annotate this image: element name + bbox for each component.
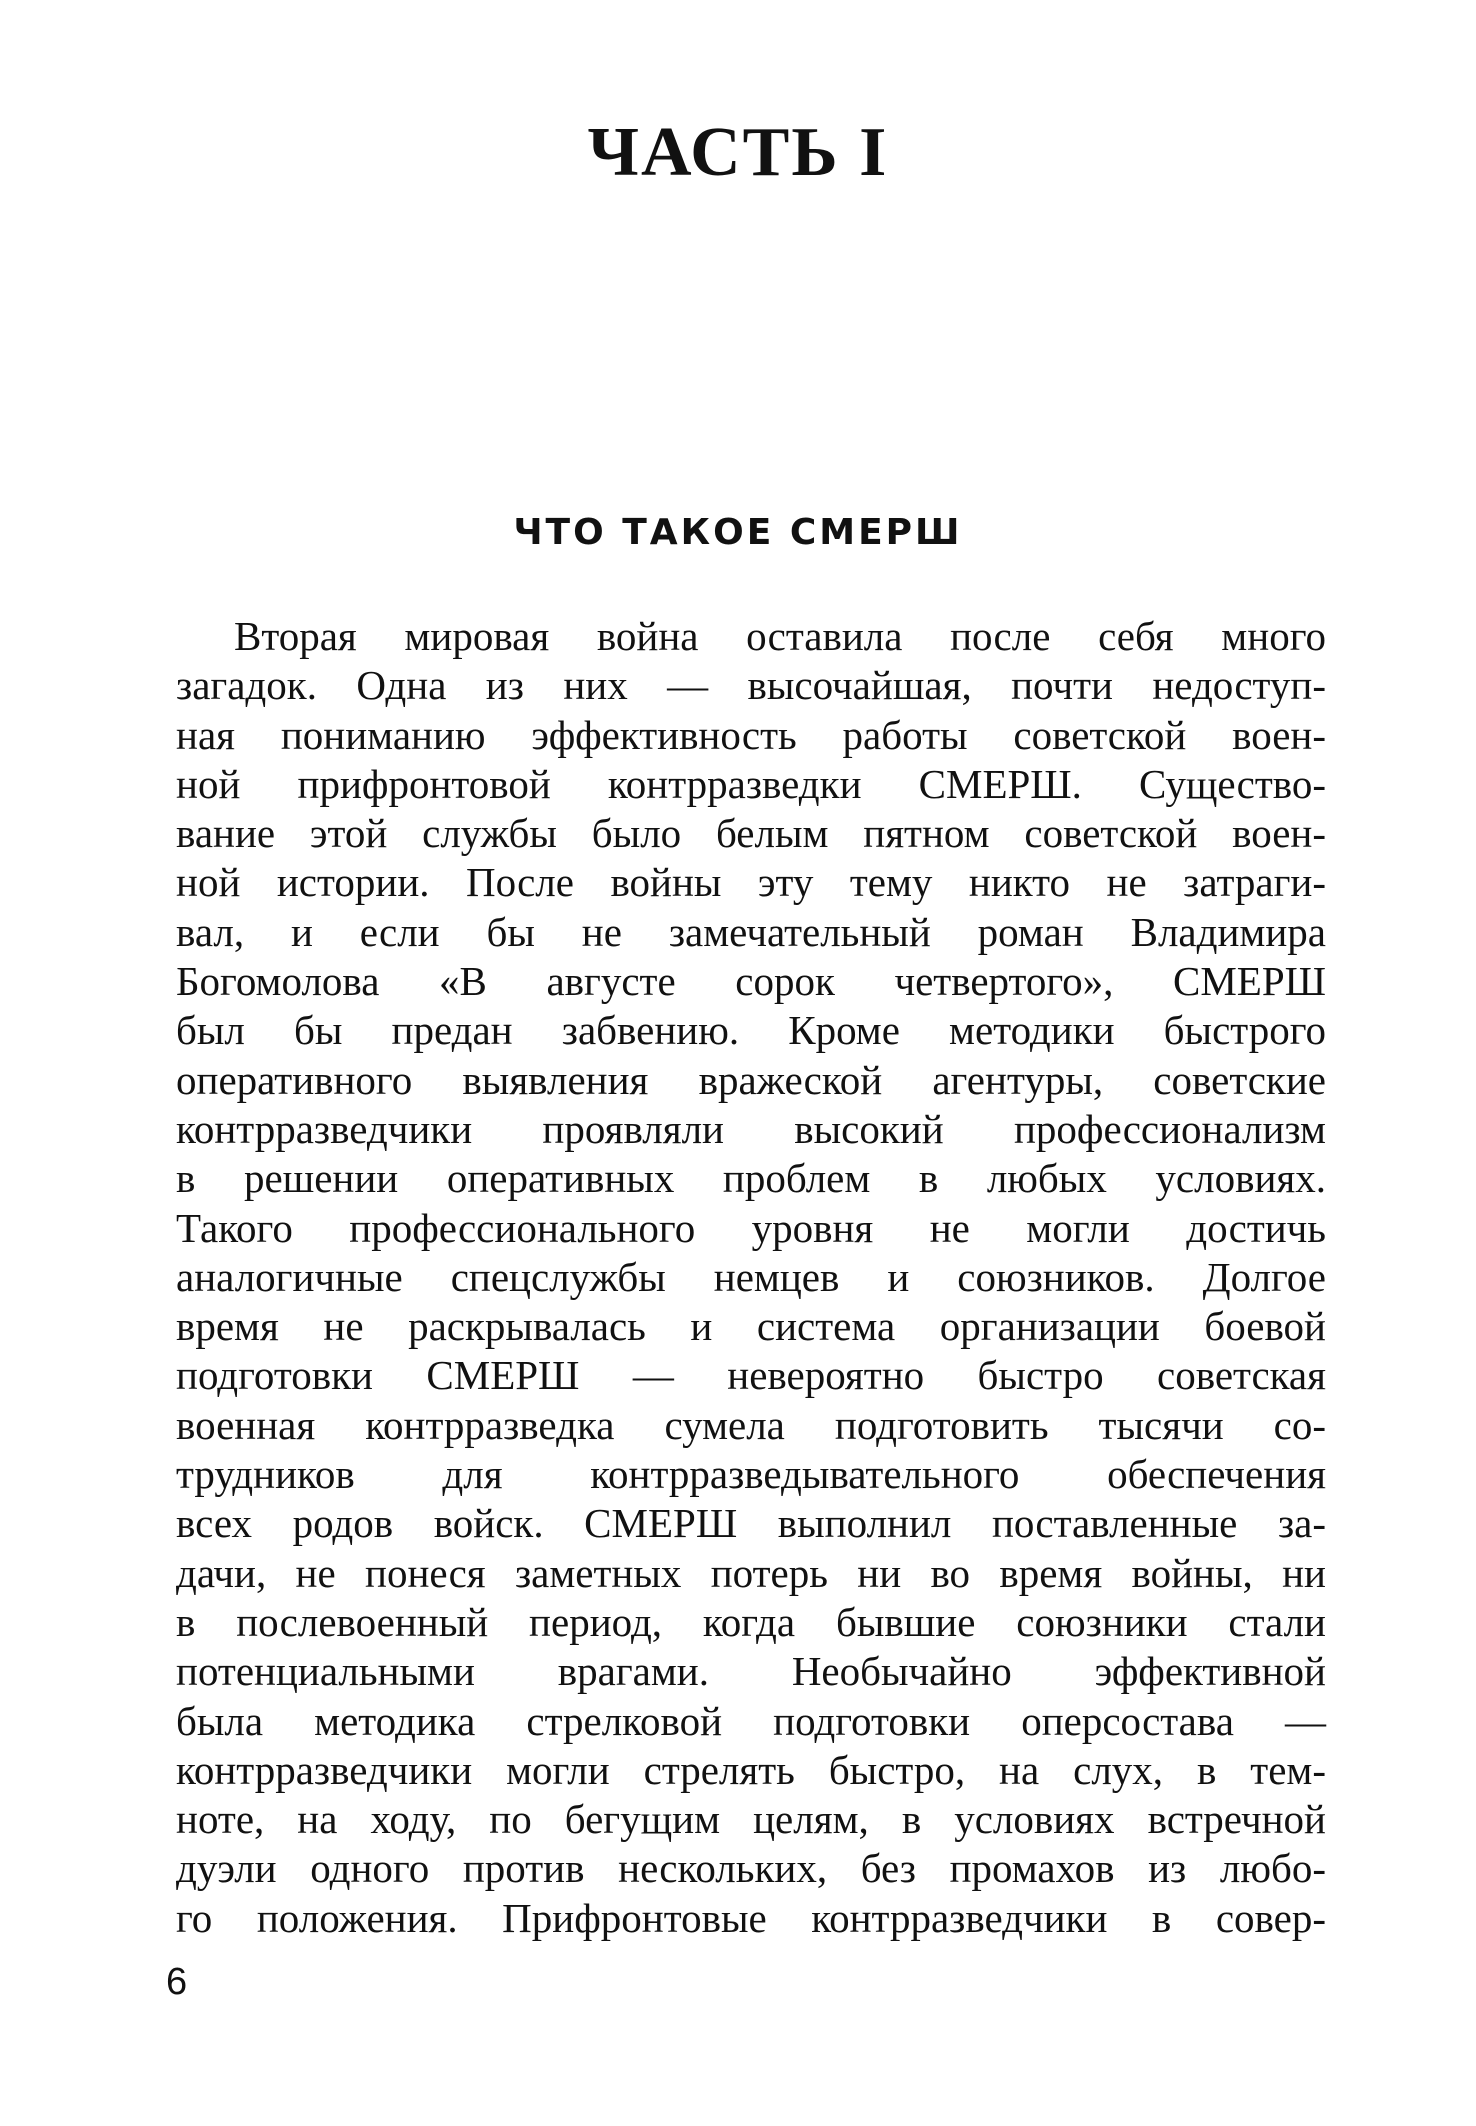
text-line: ной прифронтовой контрразведки СМЕРШ. Существо- xyxy=(176,760,1326,807)
text-line: всех родов войск. СМЕРШ выполнил поставленные за- xyxy=(176,1500,1326,1547)
text-line: контрразведчики проявляли высокий профессионализм xyxy=(176,1105,1326,1152)
text-line: дуэли одного против нескольких, без промахов из любо- xyxy=(176,1845,1326,1892)
text-line: в решении оперативных проблем в любых условиях. xyxy=(176,1155,1326,1202)
page-number: 6 xyxy=(166,1961,188,2003)
text-line: трудников для контрразведывательного обеспечения xyxy=(176,1451,1326,1498)
chapter-title: ЧТО ТАКОЕ СМЕРШ xyxy=(513,512,963,553)
text-line: оперативного выявления вражеской агентуры, советские xyxy=(176,1056,1326,1103)
text-line: контрразведчики могли стрелять быстро, на слух, в тем- xyxy=(176,1746,1326,1793)
text-line: военная контрразведка сумела подготовить тысячи со- xyxy=(176,1401,1326,1448)
text-line: вал, и если бы не замечательный роман Владимира xyxy=(176,908,1326,955)
text-line: ноте, на ходу, по бегущим целям, в условиях встречной xyxy=(176,1796,1326,1843)
text-line: время не раскрывалась и система организации боевой xyxy=(176,1303,1326,1350)
text-line: го положения. Прифронтовые контрразведчики в совер- xyxy=(176,1894,1326,1941)
text-line: вание этой службы было белым пятном советской воен- xyxy=(176,810,1326,857)
text-line: Богомолова «В августе сорок четвертого», СМЕРШ xyxy=(176,958,1326,1005)
text-line: Вторая мировая война оставила после себя много xyxy=(234,613,1326,659)
text-line: был бы предан забвению. Кроме методики быстрого xyxy=(176,1007,1326,1054)
text-line: потенциальными врагами. Необычайно эффективной xyxy=(176,1648,1326,1695)
text-line: подготовки СМЕРШ — невероятно быстро советская xyxy=(176,1352,1326,1399)
text-line: загадок. Одна из них — высочайшая, почти недоступ- xyxy=(176,662,1326,709)
text-line: аналогичные спецслужбы немцев и союзников. Долгое xyxy=(176,1253,1326,1300)
text-line: Такого профессионального уровня не могли достичь xyxy=(176,1204,1326,1251)
body-paragraph xyxy=(176,612,1326,1943)
text-line: ной истории. После войны эту тему никто не затраги- xyxy=(176,859,1326,906)
text-line: дачи, не понеся заметных потерь ни во время войны, ни xyxy=(176,1549,1326,1596)
text-line: ная пониманию эффективность работы советской воен- xyxy=(176,711,1326,758)
part-title: ЧАСТЬ I xyxy=(587,114,889,191)
text-line: в послевоенный период, когда бывшие союзники стали xyxy=(176,1598,1326,1645)
text-line: была методика стрелковой подготовки оперсостава — xyxy=(176,1697,1326,1744)
